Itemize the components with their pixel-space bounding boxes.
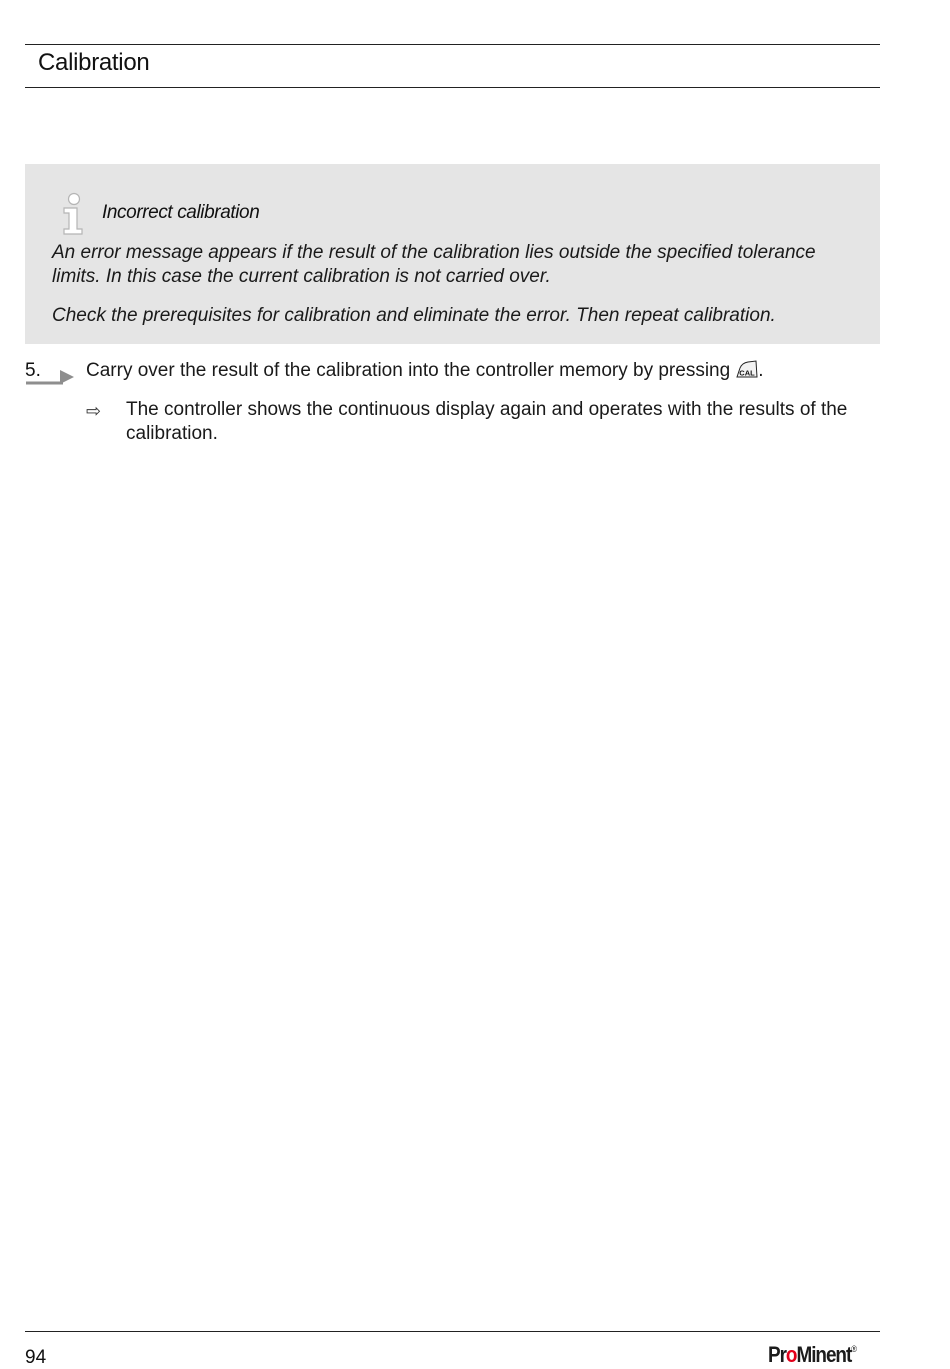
note-paragraph-1: An error message appears if the result of the calibration lies outside the specified tolerance limits. In this case the current calibration is not carried over.: [52, 242, 816, 287]
info-icon: [60, 192, 86, 236]
step-number: 5.: [25, 360, 41, 381]
step-trailing: .: [758, 360, 764, 381]
header-bottom-rule: [25, 87, 880, 88]
logo-part-1: Pr: [768, 1342, 786, 1367]
note-paragraph-2: Check the prerequisites for calibration and eliminate the error. Then repeat calibration.: [52, 305, 776, 326]
header-top-rule: [25, 44, 880, 45]
footer-rule: [25, 1331, 880, 1332]
logo-registered-mark: ®: [851, 1344, 857, 1354]
cal-key-icon: [736, 360, 758, 379]
cal-key-label: CAL: [739, 368, 755, 378]
prominent-logo: [768, 1342, 857, 1368]
step-text: Carry over the result of the calibration into the controller memory by pressing: [86, 360, 731, 381]
page-title: Calibration: [38, 49, 150, 76]
step-instruction: [86, 360, 763, 382]
logo-part-3: Minent: [796, 1342, 852, 1367]
result-text: The controller shows the continuous display again and operates with the results of the calibration.: [126, 399, 848, 444]
result-arrow-icon: ⇨: [86, 401, 102, 421]
logo-part-2: o: [785, 1342, 797, 1367]
note-heading: Incorrect calibration: [102, 202, 260, 223]
page-number: 94: [25, 1347, 47, 1368]
